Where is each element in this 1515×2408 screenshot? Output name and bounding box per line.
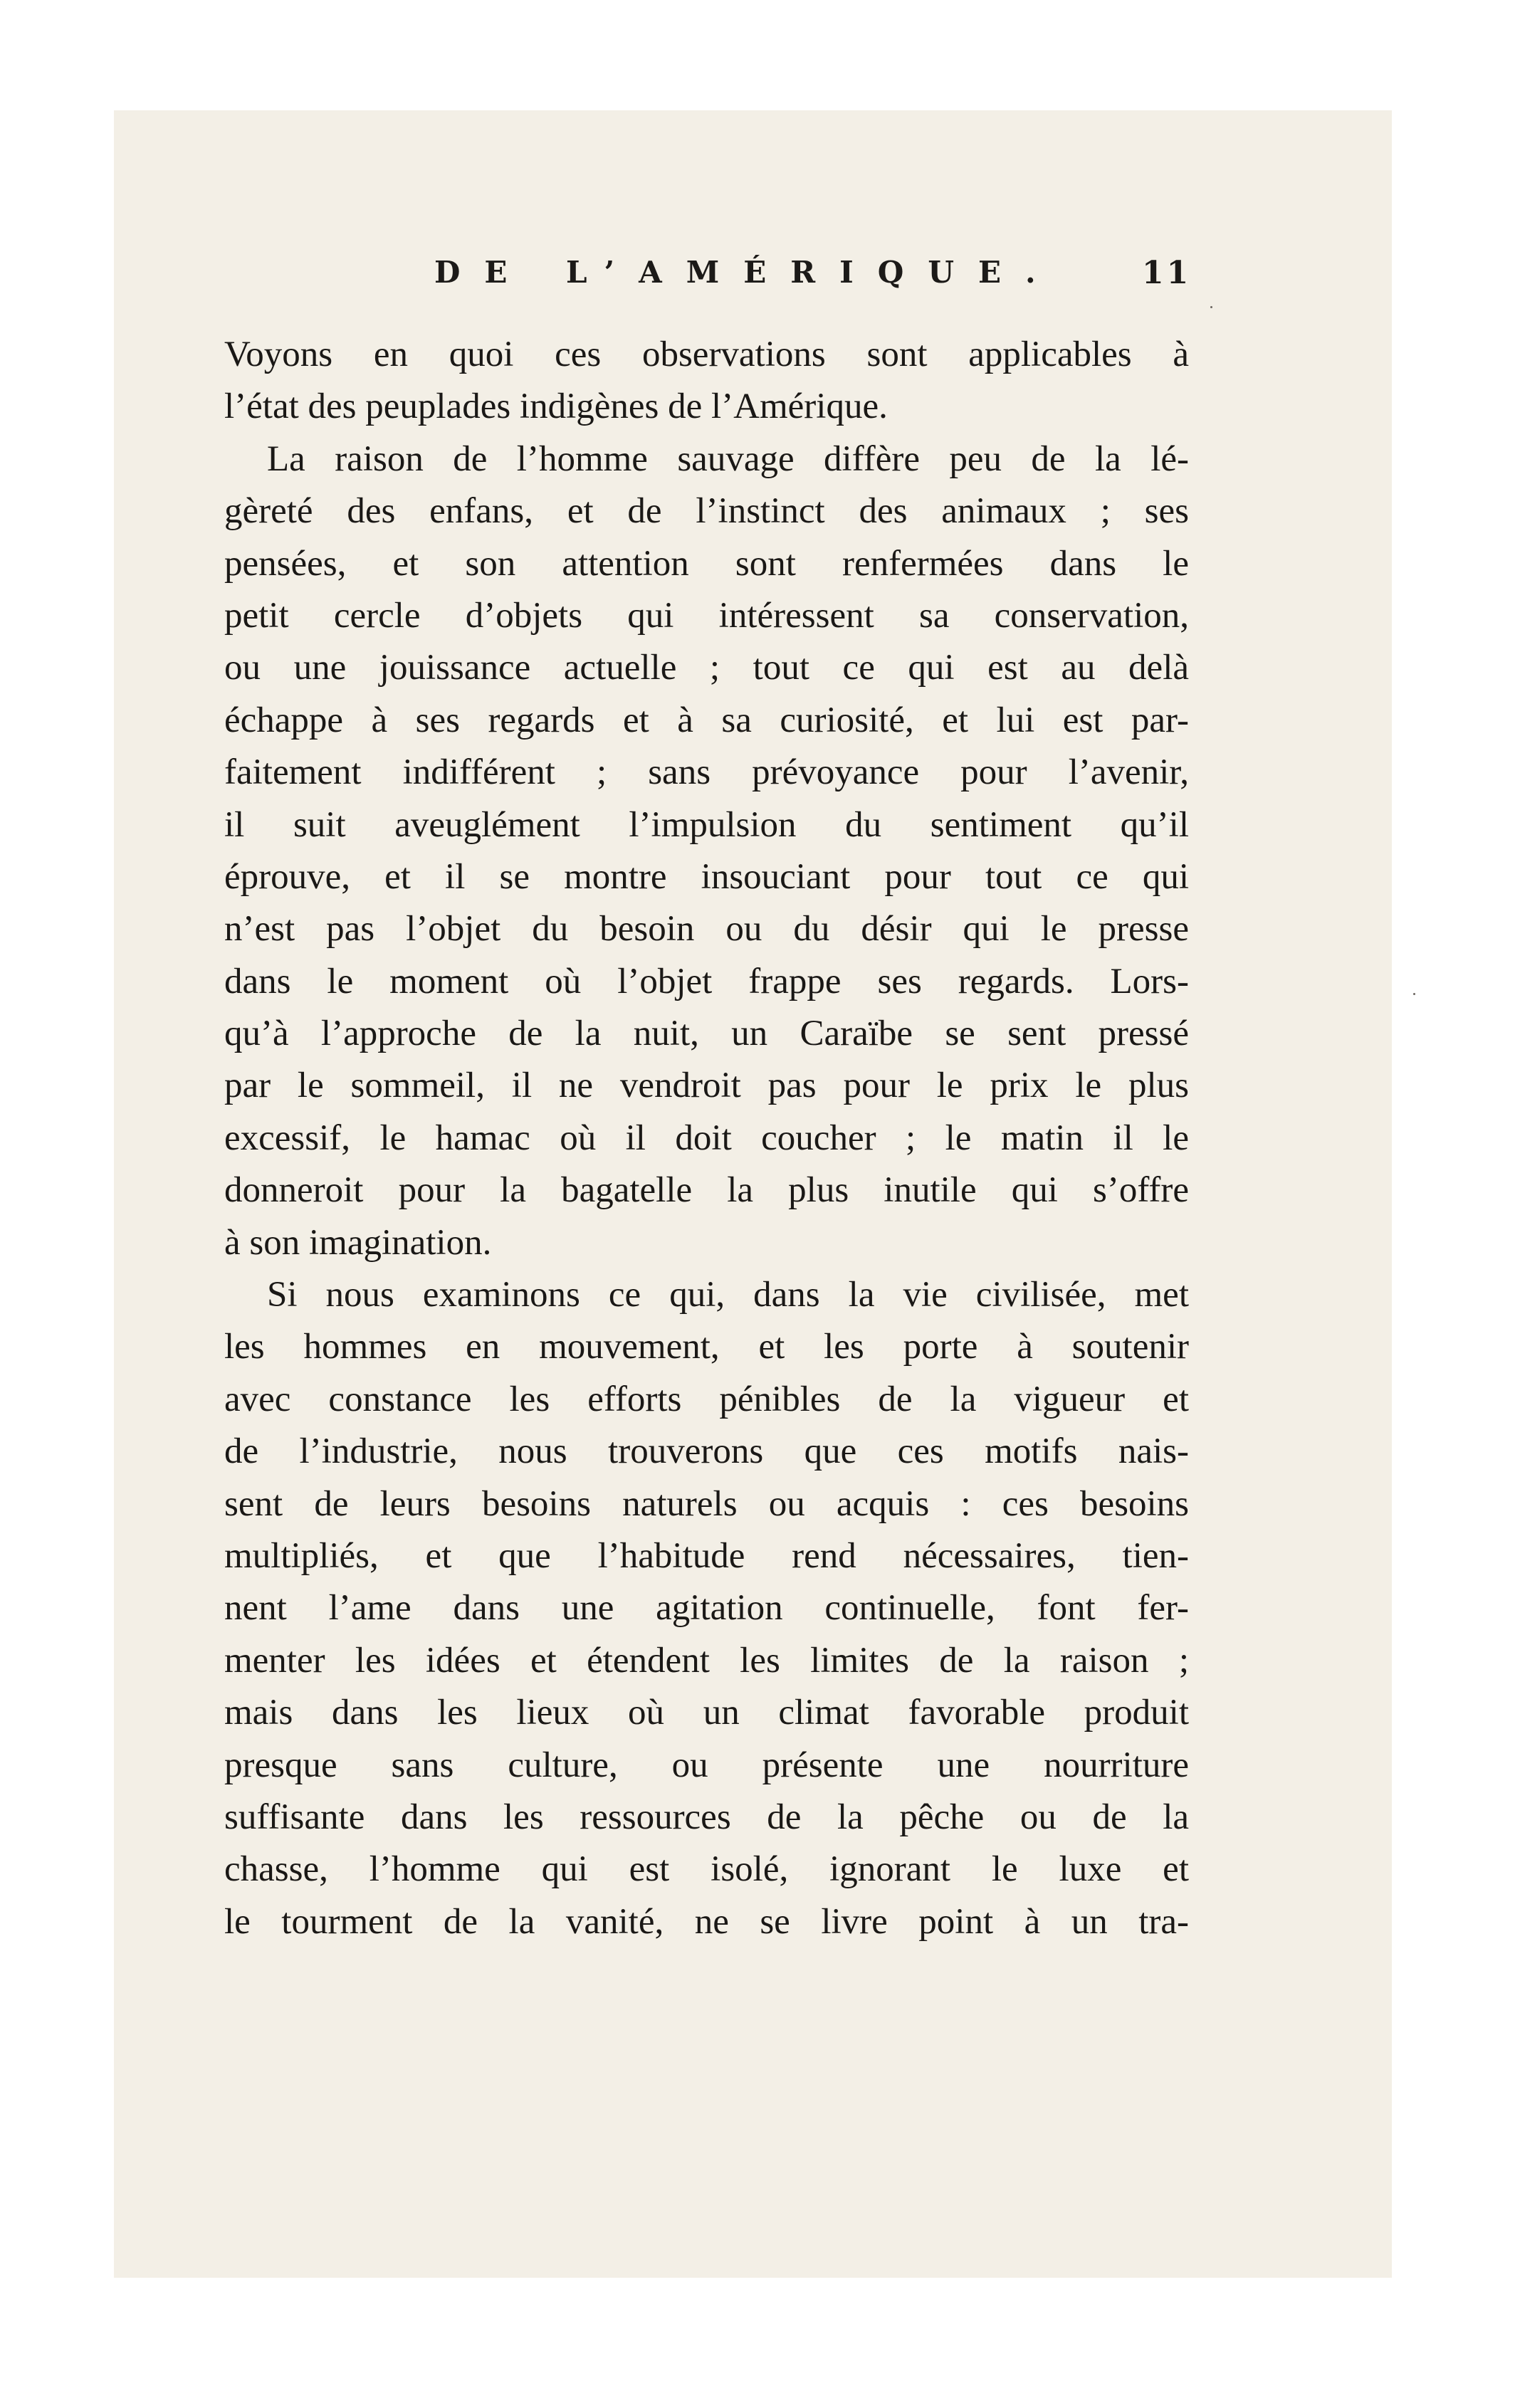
text-line: échappe à ses regards et à sa curiosité, et lui est par-	[224, 700, 1189, 740]
text-line: Voyons en quoi ces observations sont applicables à	[224, 335, 1189, 374]
text-line: pensées, et son attention sont renfermées dans le	[224, 543, 1189, 584]
text-line: La raison de l’homme sauvage diffère peu de la lé-	[267, 438, 1189, 479]
text-line: chasse, l’homme qui est isolé, ignorant le luxe et	[224, 1849, 1189, 1890]
text-line: les hommes en mouvement, et les porte à soutenir	[224, 1327, 1189, 1367]
text-line: presque sans culture, ou présente une nourriture	[224, 1745, 1189, 1785]
text-line: mais dans les lieux où un climat favorable produit	[224, 1693, 1189, 1733]
text-line: gèreté des enfans, et de l’instinct des animaux ; ses	[224, 491, 1189, 532]
paper-speck	[1413, 993, 1415, 995]
text-line: petit cercle d’objets qui intéressent sa conservation,	[224, 595, 1189, 636]
text-line: à son imagination.	[224, 1222, 492, 1263]
text-line: ou une jouissance actuelle ; tout ce qui est au delà	[224, 648, 1189, 688]
text-line: il suit aveuglément l’impulsion du sentiment qu’il	[224, 804, 1189, 845]
text-line: multipliés, et que l’habitude rend nécessaires, tien-	[224, 1535, 1189, 1576]
text-line: excessif, le hamac où il doit coucher ; le matin il le	[224, 1118, 1189, 1158]
paper-speck	[1210, 306, 1212, 308]
running-title: DE L’AMÉRIQUE.	[434, 255, 1060, 290]
text-line: Si nous examinons ce qui, dans la vie civilisée, met	[267, 1275, 1189, 1315]
text-line: menter les idées et étendent les limites de la raison ;	[224, 1640, 1189, 1681]
text-line: nent l’ame dans une agitation continuelle, font fer-	[224, 1588, 1189, 1629]
text-line: dans le moment où l’objet frappe ses regards. Lors-	[224, 961, 1189, 1001]
text-line: donneroit pour la bagatelle la plus inutile qui s’offre	[224, 1170, 1189, 1211]
text-line: éprouve, et il se montre insouciant pour tout ce qui	[224, 856, 1189, 897]
text-line: l’état des peuplades indigènes de l’Amérique.	[224, 387, 888, 427]
text-line: le tourment de la vanité, ne se livre point à un tra-	[224, 1901, 1189, 1942]
text-line: qu’à l’approche de la nuit, un Caraïbe se sent pressé	[224, 1014, 1189, 1054]
text-line: faitement indifférent ; sans prévoyance pour l’avenir,	[224, 752, 1189, 793]
text-line: de l’industrie, nous trouverons que ces motifs nais-	[224, 1431, 1189, 1472]
text-line: avec constance les efforts pénibles de la vigueur et	[224, 1379, 1189, 1419]
body-text	[224, 329, 1189, 1948]
text-line: par le sommeil, il ne vendroit pas pour le prix le plus	[224, 1066, 1189, 1106]
text-line: sent de leurs besoins naturels ou acquis : ces besoins	[224, 1483, 1189, 1524]
text-line: n’est pas l’objet du besoin ou du désir qui le presse	[224, 909, 1189, 950]
page-number: 11	[1142, 255, 1192, 291]
text-line: suffisante dans les ressources de la pêche ou de la	[224, 1797, 1189, 1837]
